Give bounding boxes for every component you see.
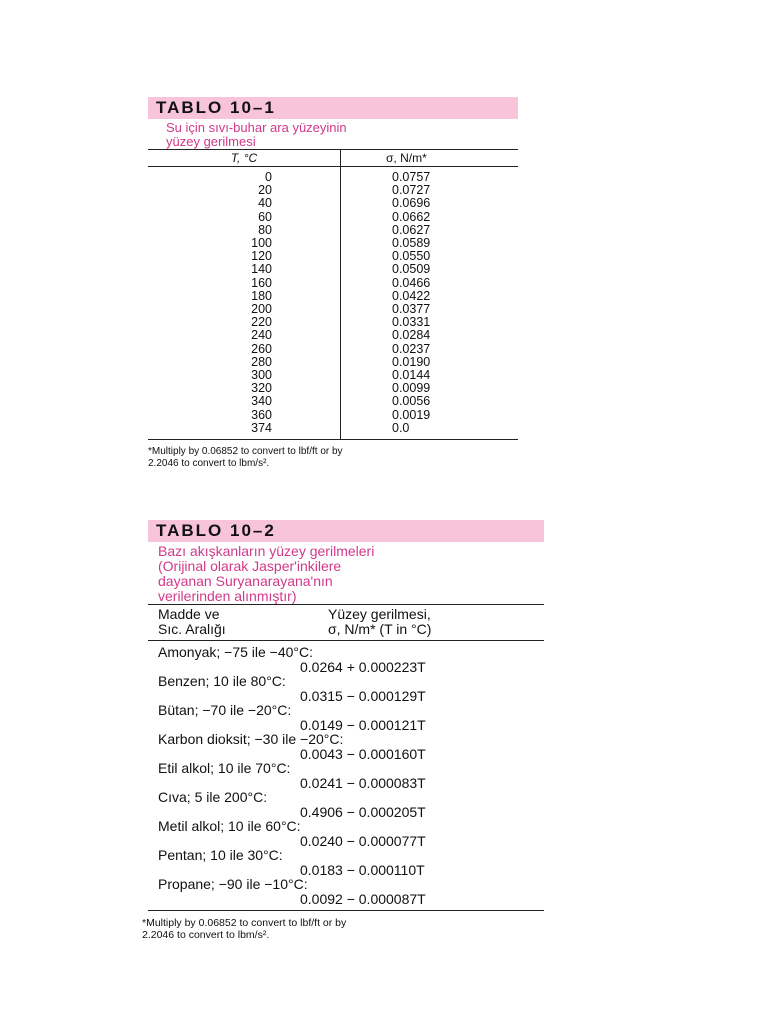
header-line: Sıc. Aralığı bbox=[158, 621, 226, 637]
sigma-cell: 0.0190 bbox=[392, 354, 431, 369]
sigma-column bbox=[272, 171, 430, 435]
temperature-cell: 140 bbox=[251, 262, 272, 277]
subtitle-line: (Orijinal olarak Jasper'inkilere bbox=[158, 558, 342, 574]
sigma-cell: 0.0466 bbox=[392, 275, 431, 290]
surface-tension-formula: 0.0315 − 0.000129T bbox=[300, 687, 426, 704]
temperature-cell: 260 bbox=[251, 341, 272, 356]
header-line: σ, N/m* (T in °C) bbox=[328, 621, 432, 637]
temperature-cell: 80 bbox=[258, 222, 272, 237]
table-10-2-footnote bbox=[142, 917, 544, 941]
surface-tension-formula: 0.0241 − 0.000083T bbox=[300, 774, 426, 791]
substance-name: Benzen; 10 ile 80°C: bbox=[158, 673, 286, 689]
sigma-cell: 0.0589 bbox=[392, 236, 431, 251]
footnote-line: *Multiply by 0.06852 to convert to lbf/ft or by bbox=[148, 446, 343, 458]
sigma-cell: 0.0509 bbox=[392, 262, 431, 277]
bottom-rule bbox=[148, 910, 544, 911]
table-10-2-subtitle bbox=[148, 544, 544, 604]
column-divider bbox=[340, 150, 341, 166]
surface-tension-formula: 0.0092 − 0.000087T bbox=[300, 890, 426, 907]
substance-name: Pentan; 10 ile 30°C: bbox=[158, 847, 283, 863]
footnote-line: 2.2046 to convert to lbm/s². bbox=[142, 929, 270, 941]
temperature-cell: 340 bbox=[251, 394, 272, 409]
subtitle-line: yüzey gerilmesi bbox=[166, 134, 256, 149]
table-10-1-header-row bbox=[148, 150, 518, 166]
temperature-cell: 280 bbox=[251, 354, 272, 369]
sigma-cell: 0.0237 bbox=[392, 341, 431, 356]
temperature-cell: 160 bbox=[251, 275, 272, 290]
substance-row bbox=[148, 819, 544, 848]
sigma-cell: 0.0627 bbox=[392, 222, 431, 237]
subtitle-line: Bazı akışkanların yüzey gerilmeleri bbox=[158, 543, 375, 559]
sigma-cell: 0.0550 bbox=[392, 249, 431, 264]
temperature-cell: 180 bbox=[251, 288, 272, 303]
substance-name: Karbon dioksit; −30 ile −20°C: bbox=[158, 731, 344, 747]
substance-name: Bütan; −70 ile −20°C: bbox=[158, 702, 292, 718]
subtitle-line: dayanan Suryanarayana'nın bbox=[158, 573, 333, 589]
subtitle-line: verilerinden alınmıştır) bbox=[158, 588, 297, 604]
substance-name: Cıva; 5 ile 200°C: bbox=[158, 789, 268, 805]
temperature-cell: 320 bbox=[251, 381, 272, 396]
sigma-column-header: σ, N/m* bbox=[386, 151, 427, 165]
temperature-cell: 200 bbox=[251, 302, 272, 317]
temperature-column bbox=[148, 171, 272, 435]
sigma-cell: 0.0144 bbox=[392, 368, 431, 383]
temperature-cell: 40 bbox=[258, 196, 272, 211]
sigma-cell: 0.0727 bbox=[392, 183, 431, 198]
sigma-cell: 0.0099 bbox=[392, 381, 431, 396]
surface-tension-formula: 0.0264 + 0.000223T bbox=[300, 658, 426, 675]
temperature-cell: 120 bbox=[251, 249, 272, 264]
footnote-line: *Multiply by 0.06852 to convert to lbf/ft or by bbox=[142, 917, 347, 929]
sigma-cell: 0.0662 bbox=[392, 209, 431, 224]
header-line: Madde ve bbox=[158, 606, 220, 622]
surface-tension-formula: 0.4906 − 0.000205T bbox=[300, 803, 426, 820]
sigma-cell: 0.0331 bbox=[392, 315, 431, 330]
surface-tension-formula: 0.0149 − 0.000121T bbox=[300, 716, 426, 733]
surface-tension-formula: 0.0183 − 0.000110T bbox=[300, 861, 425, 878]
temperature-cell: 100 bbox=[251, 236, 272, 251]
surface-tension-formula: 0.0043 − 0.000160T bbox=[300, 745, 426, 762]
substance-row bbox=[148, 645, 544, 674]
substance-column-header bbox=[148, 607, 328, 637]
table-10-1-body bbox=[148, 167, 518, 439]
table-10-1-footnote bbox=[148, 446, 518, 470]
substance-row bbox=[148, 790, 544, 819]
table-10-1-title: TABLO 10–1 bbox=[148, 97, 518, 119]
table-10-2-title: TABLO 10–2 bbox=[148, 520, 544, 542]
substance-row bbox=[148, 703, 544, 732]
temperature-column-header: T, °C bbox=[230, 151, 258, 165]
table-10-2 bbox=[142, 520, 544, 941]
sigma-cell: 0.0019 bbox=[392, 407, 431, 422]
sigma-cell: 0.0284 bbox=[392, 328, 431, 343]
substance-row bbox=[148, 674, 544, 703]
table-10-1-subtitle bbox=[148, 121, 518, 149]
temperature-cell: 20 bbox=[258, 183, 272, 198]
substance-row bbox=[148, 848, 544, 877]
substance-name: Propane; −90 ile −10°C: bbox=[158, 876, 308, 892]
temperature-cell: 240 bbox=[251, 328, 272, 343]
surface-tension-column-header bbox=[328, 607, 544, 637]
temperature-cell: 374 bbox=[251, 420, 272, 435]
table-10-2-header-row bbox=[148, 605, 544, 640]
temperature-cell: 220 bbox=[251, 315, 272, 330]
substance-name: Amonyak; −75 ile −40°C: bbox=[158, 644, 314, 660]
substance-name: Metil alkol; 10 ile 60°C: bbox=[158, 818, 301, 834]
footnote-line: 2.2046 to convert to lbm/s². bbox=[148, 458, 270, 470]
column-divider bbox=[340, 167, 341, 439]
sigma-cell: 0.0422 bbox=[392, 288, 431, 303]
table-10-2-body bbox=[148, 641, 544, 910]
substance-row bbox=[148, 877, 544, 906]
temperature-cell: 60 bbox=[258, 209, 272, 224]
substance-name: Etil alkol; 10 ile 70°C: bbox=[158, 760, 291, 776]
sigma-cell: 0.0757 bbox=[392, 170, 431, 184]
bottom-rule bbox=[148, 439, 518, 440]
substance-row bbox=[148, 732, 544, 761]
sigma-cell: 0.0377 bbox=[392, 302, 431, 317]
sigma-cell: 0.0 bbox=[392, 420, 410, 435]
subtitle-line: Su için sıvı-buhar ara yüzeyinin bbox=[166, 120, 347, 135]
sigma-cell: 0.0056 bbox=[392, 394, 431, 409]
sigma-cell: 0.0696 bbox=[392, 196, 431, 211]
temperature-cell: 0 bbox=[265, 170, 272, 184]
substance-row bbox=[148, 761, 544, 790]
temperature-cell: 360 bbox=[251, 407, 272, 422]
header-line: Yüzey gerilmesi, bbox=[328, 606, 431, 622]
surface-tension-formula: 0.0240 − 0.000077T bbox=[300, 832, 426, 849]
table-10-1 bbox=[148, 97, 518, 470]
temperature-cell: 300 bbox=[251, 368, 272, 383]
